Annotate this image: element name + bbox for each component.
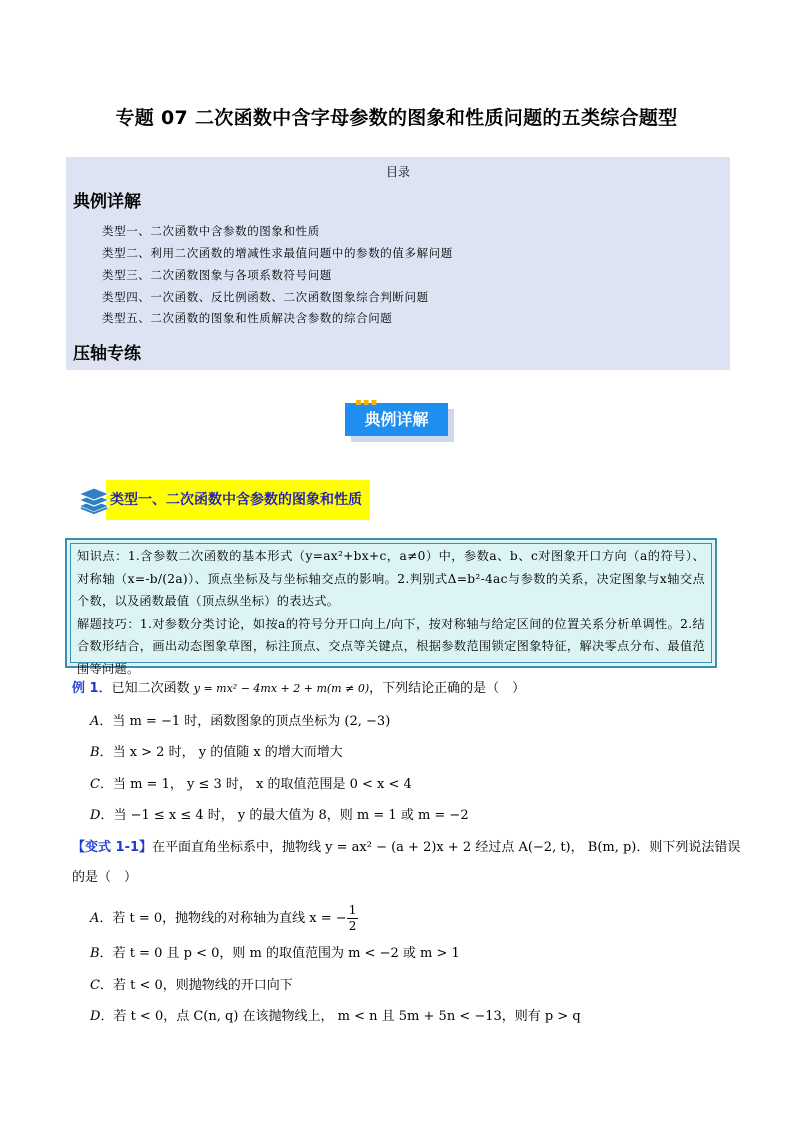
toc-item-4[interactable]: 类型四、一次函数、反比例函数、二次函数图象综合判断问题	[102, 290, 429, 304]
fraction-numerator: 1	[348, 903, 357, 917]
option-text: ．若 t < 0，则抛物线的开口向下	[99, 978, 293, 993]
example-1-option-d[interactable]	[90, 804, 469, 823]
toc-heading-practice[interactable]: 压轴专练	[73, 344, 141, 364]
toc-item-5[interactable]: 类型五、二次函数的图象和性质解决含参数的综合问题	[102, 311, 393, 325]
option-text: ．若 t = 0 且 p < 0，则 m 的取值范围为 m < −2 或 m > 1	[99, 946, 460, 961]
problem-solving-tips: 解题技巧：1.对参数分类讨论，如按a的符号分开口向上/向下，按对称轴与给定区间的位置关系分析单调性。2.结合数形结合，画出动态图象草图，标注顶点、交点等关键点，根据参数范围锁定图象特征，解决零点分布、最值范围等问题。	[77, 616, 705, 676]
variant-1-1-stem-line1: 在平面直角坐标系中，抛物线 y = ax² − (a + 2)x + 2 经过点 A(−2, t)， B(m, p)．则下列说法错误	[152, 840, 741, 855]
knowledge-box-content	[70, 543, 712, 676]
knowledge-points: 知识点：1.含参数二次函数的基本形式（y=ax²+bx+c，a≠0）中，参数a、b、c对图象开口方向（a的符号）、对称轴（x=-b/(2a)）、顶点坐标及与坐标轴交点的影响。2.判别式Δ=b²-4ac与参数的关系，决定图象与x轴交点个数，以及函数最值（顶点纵坐标）的表达式。	[77, 549, 705, 608]
variant-1-1-label: 【变式 1-1】	[72, 840, 153, 855]
variant-1-1-option-b[interactable]	[90, 942, 460, 961]
option-letter: B	[90, 946, 100, 961]
banner-label: 典例详解	[345, 403, 448, 436]
toc-item-2[interactable]: 类型二、利用二次函数的增减性求最值问题中的参数的值多解问题	[102, 246, 453, 260]
example-1-label: 例 1．	[72, 681, 112, 696]
option-text: ．当 −1 ≤ x ≤ 4 时， y 的最大值为 8，则 m = 1 或 m = −2	[100, 808, 469, 823]
variant-1-1-stem-line2: 的是（ ）	[72, 870, 138, 885]
books-stack-icon	[76, 482, 112, 518]
page-title: 专题 07 二次函数中含字母参数的图象和性质问题的五类综合题型	[115, 107, 678, 129]
example-1-stem-post: ，下列结论正确的是（ ）	[369, 681, 526, 696]
example-1-option-b[interactable]	[90, 741, 343, 760]
option-letter: B	[90, 745, 100, 760]
toc-item-1[interactable]: 类型一、二次函数中含参数的图象和性质	[102, 224, 320, 238]
option-letter: D	[90, 1009, 101, 1024]
knowledge-box	[65, 538, 717, 676]
option-letter: C	[90, 777, 100, 792]
example-1-function: y = mx² − 4mx + 2 + m(m ≠ 0)	[193, 682, 370, 695]
option-text: ．当 m = −1 时，函数图象的顶点坐标为 (2, −3)	[99, 714, 391, 729]
example-1-option-c[interactable]	[90, 773, 412, 792]
section-banner	[345, 397, 448, 436]
option-text: ．当 m = 1， y ≤ 3 时， x 的取值范围是 0 < x < 4	[99, 777, 412, 792]
variant-1-1-option-c[interactable]	[90, 974, 293, 993]
option-letter: D	[90, 808, 101, 823]
variant-1-1-option-d[interactable]	[90, 1005, 581, 1024]
fraction-one-half	[347, 903, 359, 934]
toc-label: 目录	[385, 165, 410, 179]
fraction-denominator: 2	[348, 919, 357, 933]
option-text: ．若 t = 0，抛物线的对称轴为直线 x = −	[99, 911, 347, 926]
table-of-contents	[66, 157, 730, 370]
option-letter: C	[90, 978, 100, 993]
option-letter: A	[90, 911, 100, 926]
banner-dots: ▪▪▪	[355, 397, 379, 408]
example-1-stem	[72, 677, 525, 696]
toc-item-3[interactable]: 类型三、二次函数图象与各项系数符号问题	[102, 268, 332, 282]
variant-1-1-option-a[interactable]	[90, 903, 358, 934]
example-1-option-a[interactable]	[90, 710, 390, 729]
variant-1-1-stem	[72, 836, 740, 855]
toc-heading-examples[interactable]: 典例详解	[73, 192, 141, 212]
option-text: ．当 x > 2 时， y 的值随 x 的增大而增大	[99, 745, 343, 760]
example-1-stem-pre: 已知二次函数	[111, 681, 190, 696]
option-text: ．若 t < 0，点 C(n, q) 在该抛物线上， m < n 且 5m + 5n < −13，则有 p > q	[100, 1009, 581, 1024]
type-heading-label: 类型一、二次函数中含参数的图象和性质	[106, 480, 370, 520]
option-letter: A	[90, 714, 100, 729]
